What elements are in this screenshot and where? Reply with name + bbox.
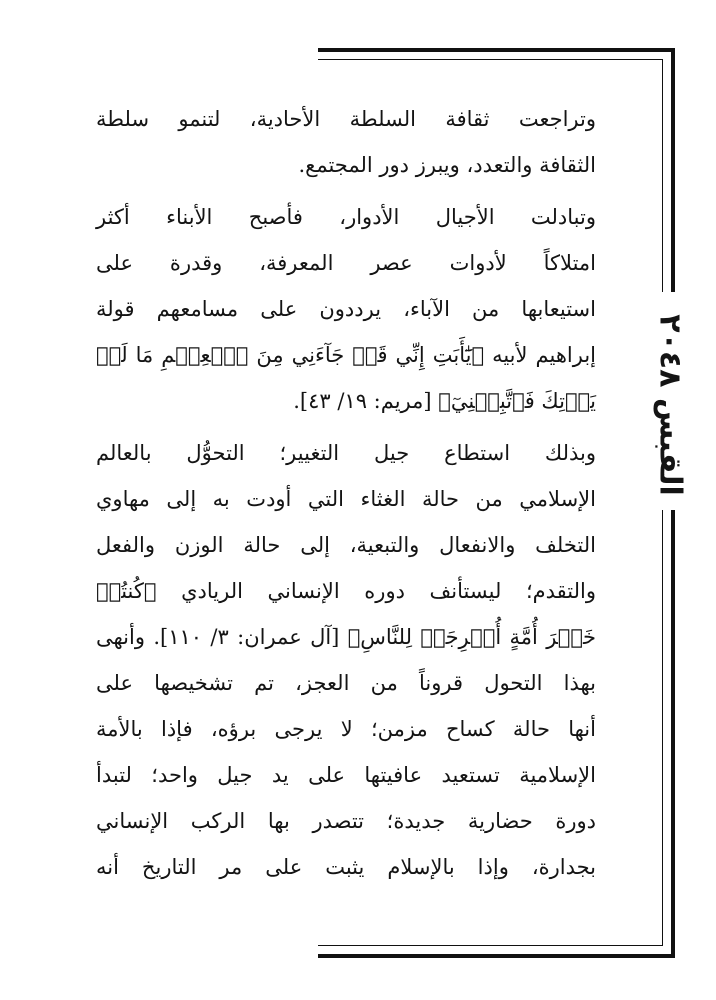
frame-right-lower-thin-line: [662, 510, 663, 946]
text-line: إبراهيم لأبيه ﴿يَٰٓأَبَتِ إِنِّي قَدۡ جَآءَنِي مِنَ ٱلۡعِلۡمِ مَا لَمۡ: [96, 343, 596, 367]
paragraph-3: [96, 430, 596, 890]
text-line: وتبادلت الأجيال الأدوار، فأصبح الأبناء أكثر: [96, 205, 596, 229]
text-line: أنها حالة كساح مزمن؛ لا يرجى برؤه، فإذا بالأمة: [96, 717, 596, 741]
text-line: استيعابها من الآباء، يرددون على مسامعهم قولة: [96, 297, 596, 321]
text-line: الإسلامي من حالة الغثاء التي أودت به إلى مهاوي: [96, 487, 596, 511]
text-line: دورة حضارية جديدة؛ تتصدر بها الركب الإنساني: [96, 809, 596, 833]
frame-top-thick-line: [318, 48, 675, 52]
text-line: امتلاكاً لأدوات عصر المعرفة، وقدرة على: [96, 251, 596, 275]
frame-right-upper-thin-line: [662, 59, 663, 292]
text-line: الثقافة والتعدد، ويبرز دور المجتمع.: [298, 153, 596, 177]
text-line: يَأۡتِكَ فَٱتَّبِعۡنِيٓ﴾ [مريم: ١٩/ ٤٣].: [293, 389, 596, 413]
frame-right-upper-thick-line: [671, 48, 675, 292]
text-line: والتقدم؛ ليستأنف دوره الإنساني الريادي ﴿كُنتُمۡ: [96, 579, 596, 603]
page-body: [96, 96, 596, 890]
text-line: بهذا التحول قروناً من العجز، تم تشخيصها على: [96, 671, 596, 695]
side-running-head-text: القبس ٢٠٤٨: [652, 314, 688, 496]
paragraph-2: [96, 194, 596, 424]
text-line: بجدارة، وإذا بالإسلام يثبت على مر التاريخ أنه: [96, 855, 596, 879]
text-line: التخلف والانفعال والتبعية، إلى حالة الوزن والفعل: [96, 533, 596, 557]
text-line: وبذلك استطاع جيل التغيير؛ التحوُّل بالعالم: [96, 441, 596, 465]
frame-bottom-thin-line: [318, 945, 663, 946]
frame-bottom-thick-line: [318, 954, 675, 958]
frame-top-thin-line: [318, 59, 663, 60]
text-line: خَيۡرَ أُمَّةٍ أُخۡرِجَتۡ لِلنَّاسِ﴾ [آل عمران: ٣/ ١١٠]. وأنهى: [96, 625, 596, 649]
text-line: وتراجعت ثقافة السلطة الأحادية، لتنمو سلطة: [96, 107, 596, 131]
text-line: الإسلامية تستعيد عافيتها على يد جيل واحد؛ لتبدأ: [96, 763, 596, 787]
side-running-head: [610, 300, 716, 510]
frame-right-lower-thick-line: [671, 510, 675, 958]
paragraph-1: [96, 96, 596, 188]
